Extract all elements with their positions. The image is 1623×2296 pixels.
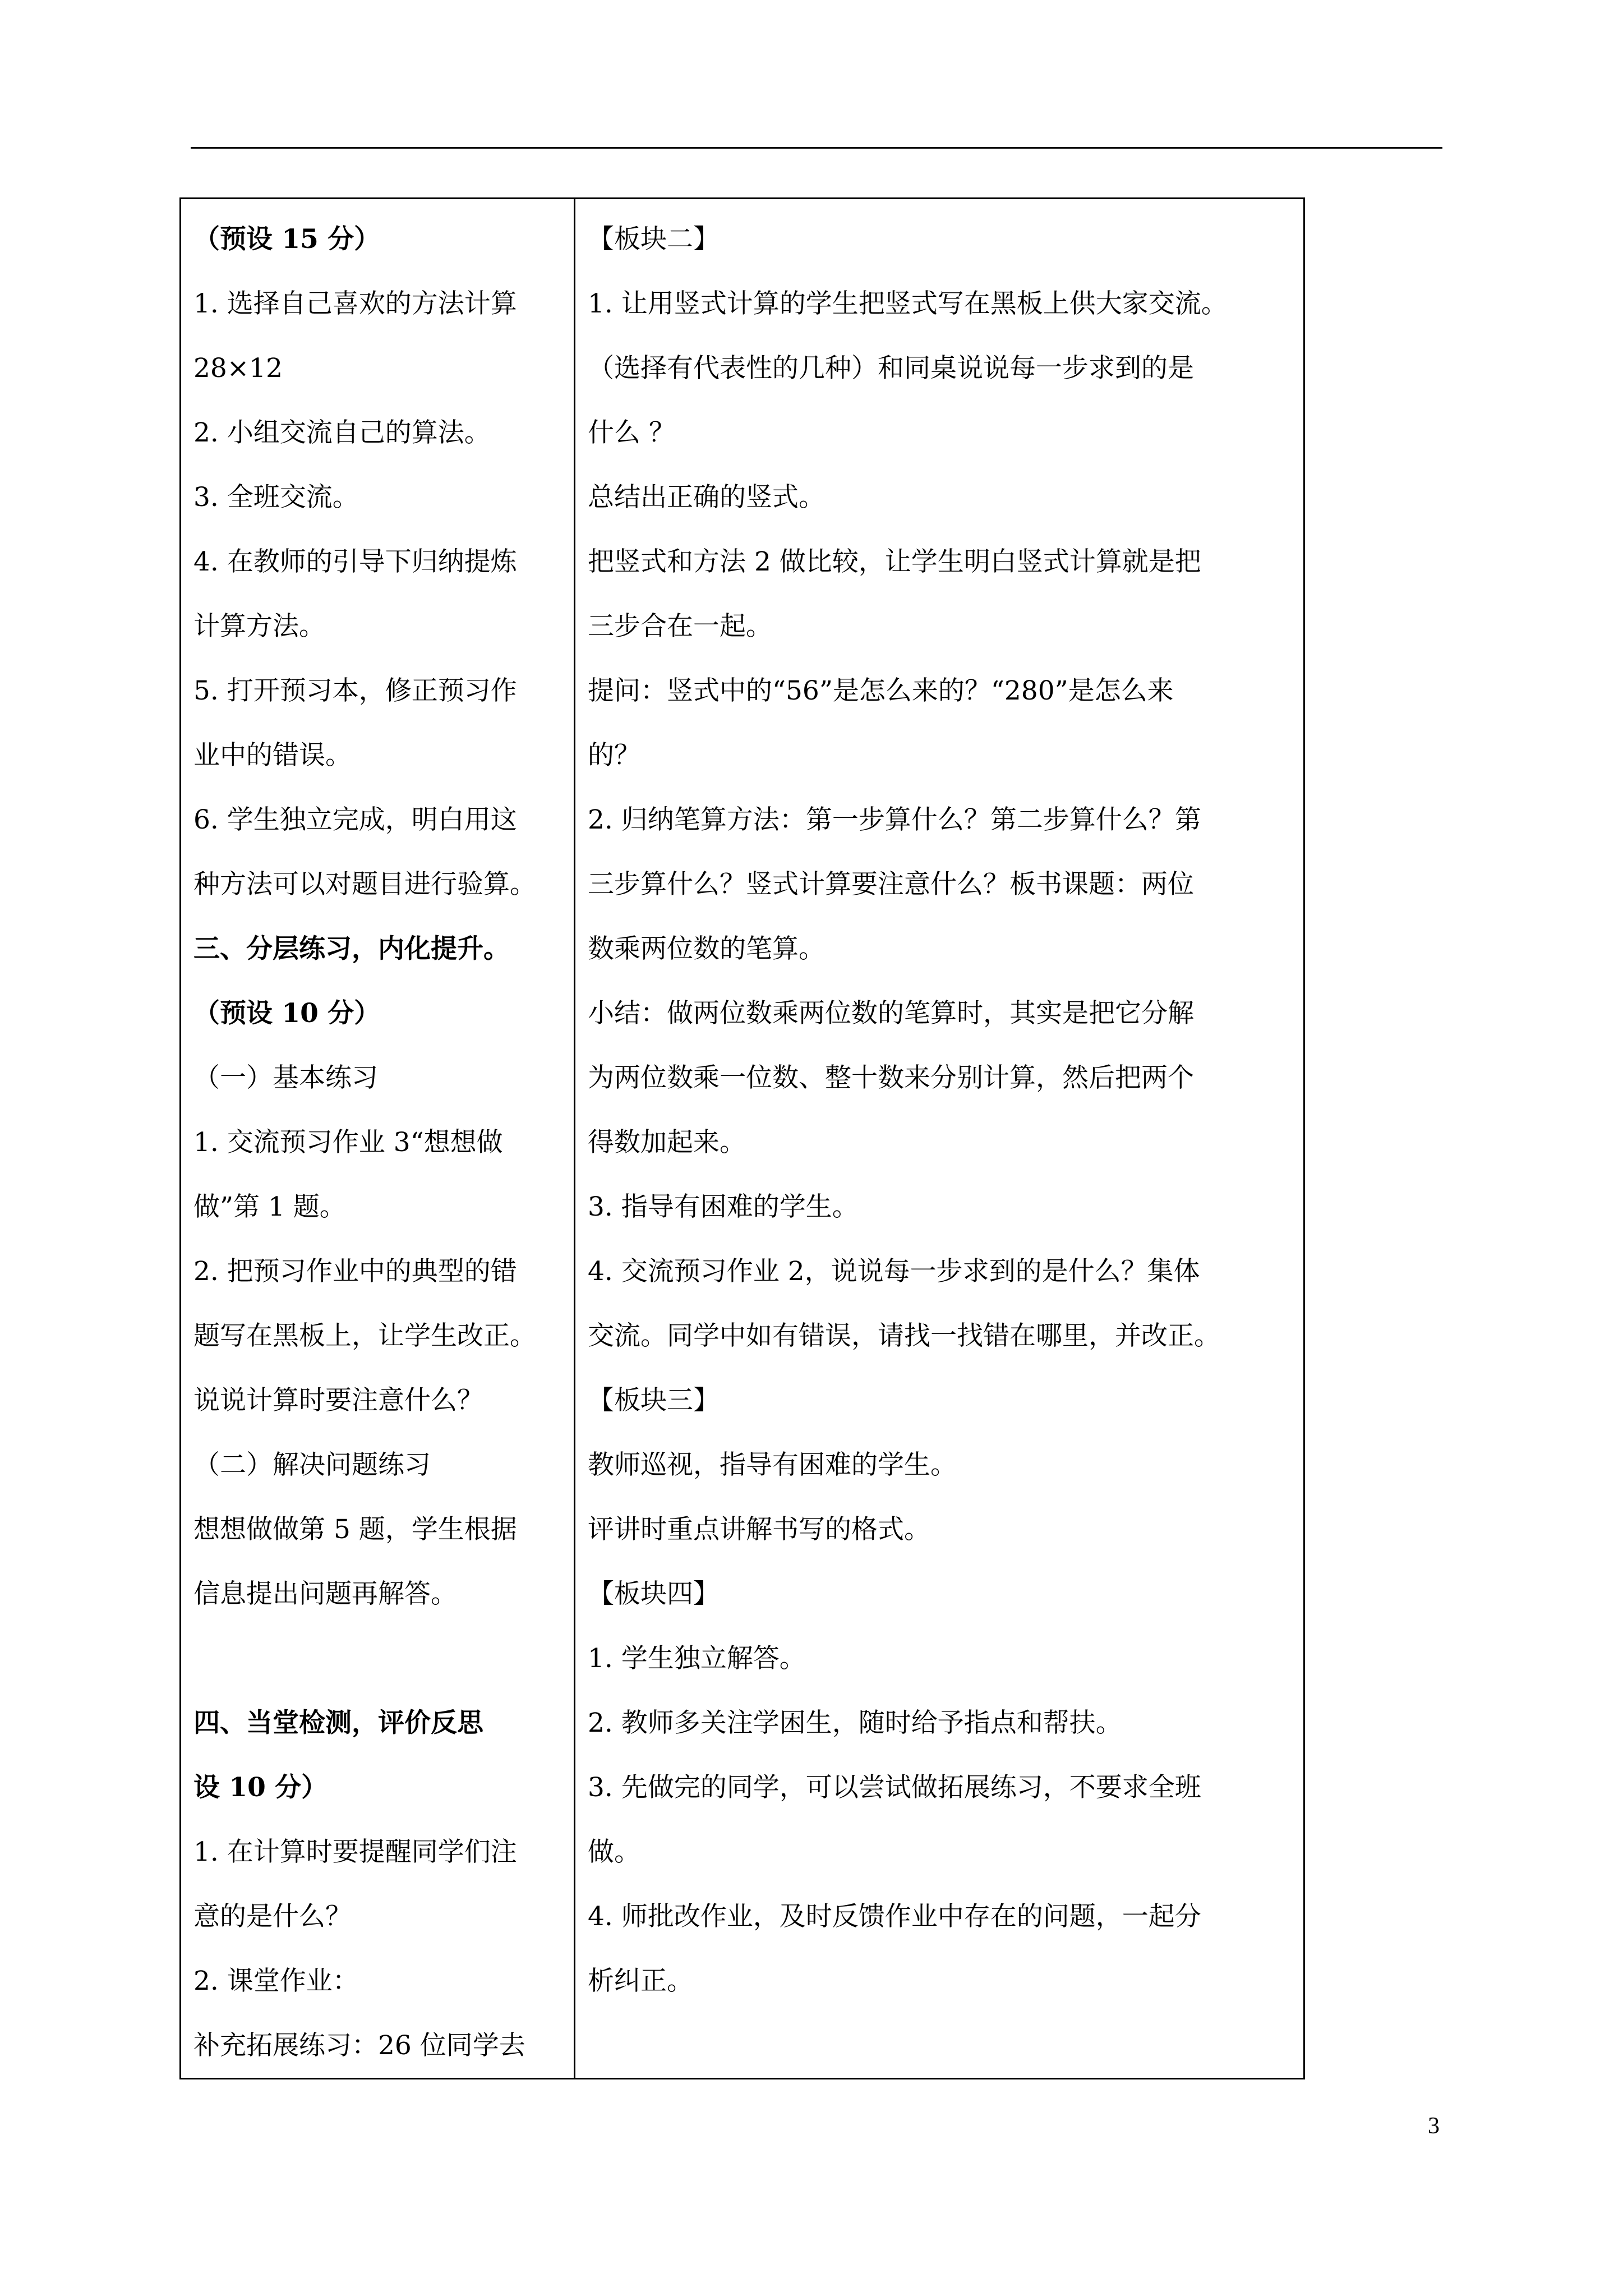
right-line: 提问：竖式中的“56”是怎么来的？“280”是怎么来 (588, 675, 1174, 706)
left-line: 想想做做第 5 题，学生根据 (193, 1514, 517, 1545)
left-line: 2. 小组交流自己的算法。 (193, 417, 491, 448)
left-line: （预设 10 分） (193, 998, 381, 1029)
left-line: 三、分层练习，内化提升。 (193, 933, 510, 964)
right-line: 【板块四】 (588, 1579, 720, 1609)
left-line: 2. 把预习作业中的典型的错 (193, 1256, 517, 1287)
left-line: 补充拓展练习：26 位同学去 (193, 2030, 525, 2061)
right-line: 2. 教师多关注学困生，随时给予指点和帮扶。 (588, 1708, 1122, 1738)
right-line: 数乘两位数的笔算。 (588, 933, 825, 964)
left-line: 业中的错误。 (193, 740, 352, 771)
left-line: 5. 打开预习本，修正预习作 (193, 675, 517, 706)
left-line: 1. 在计算时要提醒同学们注 (193, 1837, 517, 1867)
student-activity-column (181, 199, 575, 2079)
right-line: 总结出正确的竖式。 (588, 482, 825, 513)
left-line: 意的是什么？ (193, 1901, 352, 1932)
right-line: 交流。同学中如有错误，请找一找错在哪里，并改正。 (588, 1320, 1220, 1351)
left-line: 1. 选择自己喜欢的方法计算 (193, 288, 517, 319)
right-line: 2. 归纳笔算方法：第一步算什么？第二步算什么？第 (588, 804, 1201, 835)
right-line: 为两位数乘一位数、整十数来分别计算，然后把两个 (588, 1062, 1194, 1093)
right-line: 做。 (588, 1837, 640, 1867)
left-line: 1. 交流预习作业 3“想想做 (193, 1127, 503, 1158)
right-line: 4. 交流预习作业 2，说说每一步求到的是什么？集体 (588, 1256, 1200, 1287)
right-line: 3. 指导有困难的学生。 (588, 1191, 859, 1222)
lesson-plan-table (179, 197, 1305, 2079)
right-line: 1. 让用竖式计算的学生把竖式写在黑板上供大家交流。 (588, 288, 1228, 319)
right-line: 的？ (588, 740, 640, 771)
left-line: 2. 课堂作业： (193, 1966, 359, 1996)
left-line: （二）解决问题练习 (193, 1450, 431, 1480)
left-line: 3. 全班交流。 (193, 482, 359, 513)
right-line: 【板块二】 (588, 224, 720, 255)
left-line (193, 1626, 564, 1691)
right-line: 3. 先做完的同学，可以尝试做拓展练习，不要求全班 (588, 1772, 1201, 1803)
left-line: （一）基本练习 (193, 1062, 378, 1093)
left-line: （预设 15 分） (193, 224, 381, 255)
right-line: 教师巡视，指导有困难的学生。 (588, 1450, 957, 1480)
left-line: 4. 在教师的引导下归纳提炼 (193, 546, 517, 577)
left-line: 说说计算时要注意什么？ (193, 1385, 483, 1416)
page-number: 3 (1428, 2113, 1440, 2139)
left-line: 28×12 (193, 353, 283, 384)
left-line: 6. 学生独立完成，明白用这 (193, 804, 517, 835)
right-line: （选择有代表性的几种）和同桌说说每一步求到的是 (588, 353, 1194, 384)
left-line: 四、当堂检测，评价反思 (193, 1708, 483, 1738)
right-line: 析纠正。 (588, 1966, 693, 1996)
teacher-activity-column (575, 199, 1304, 2079)
right-line: 三步合在一起。 (588, 611, 772, 642)
table-row (181, 199, 1304, 2079)
left-line: 计算方法。 (193, 611, 325, 642)
left-line: 种方法可以对题目进行验算。 (193, 869, 536, 900)
right-line: 4. 师批改作业，及时反馈作业中存在的问题，一起分 (588, 1901, 1201, 1932)
left-line: 做”第 1 题。 (193, 1191, 346, 1222)
left-line: 设 10 分） (193, 1772, 328, 1803)
right-line: 小结：做两位数乘两位数的笔算时，其实是把它分解 (588, 998, 1194, 1029)
right-line: 什么 ？ (588, 417, 675, 448)
right-line: 得数加起来。 (588, 1127, 746, 1158)
right-line: 评讲时重点讲解书写的格式。 (588, 1514, 930, 1545)
left-line: 信息提出问题再解答。 (193, 1579, 457, 1609)
right-line: 把竖式和方法 2 做比较，让学生明白竖式计算就是把 (588, 546, 1201, 577)
left-line: 题写在黑板上，让学生改正。 (193, 1320, 536, 1351)
right-line: 三步算什么？竖式计算要注意什么？板书课题：两位 (588, 869, 1194, 900)
right-line: 【板块三】 (588, 1385, 720, 1416)
header-rule (191, 147, 1442, 149)
right-line: 1. 学生独立解答。 (588, 1643, 806, 1674)
